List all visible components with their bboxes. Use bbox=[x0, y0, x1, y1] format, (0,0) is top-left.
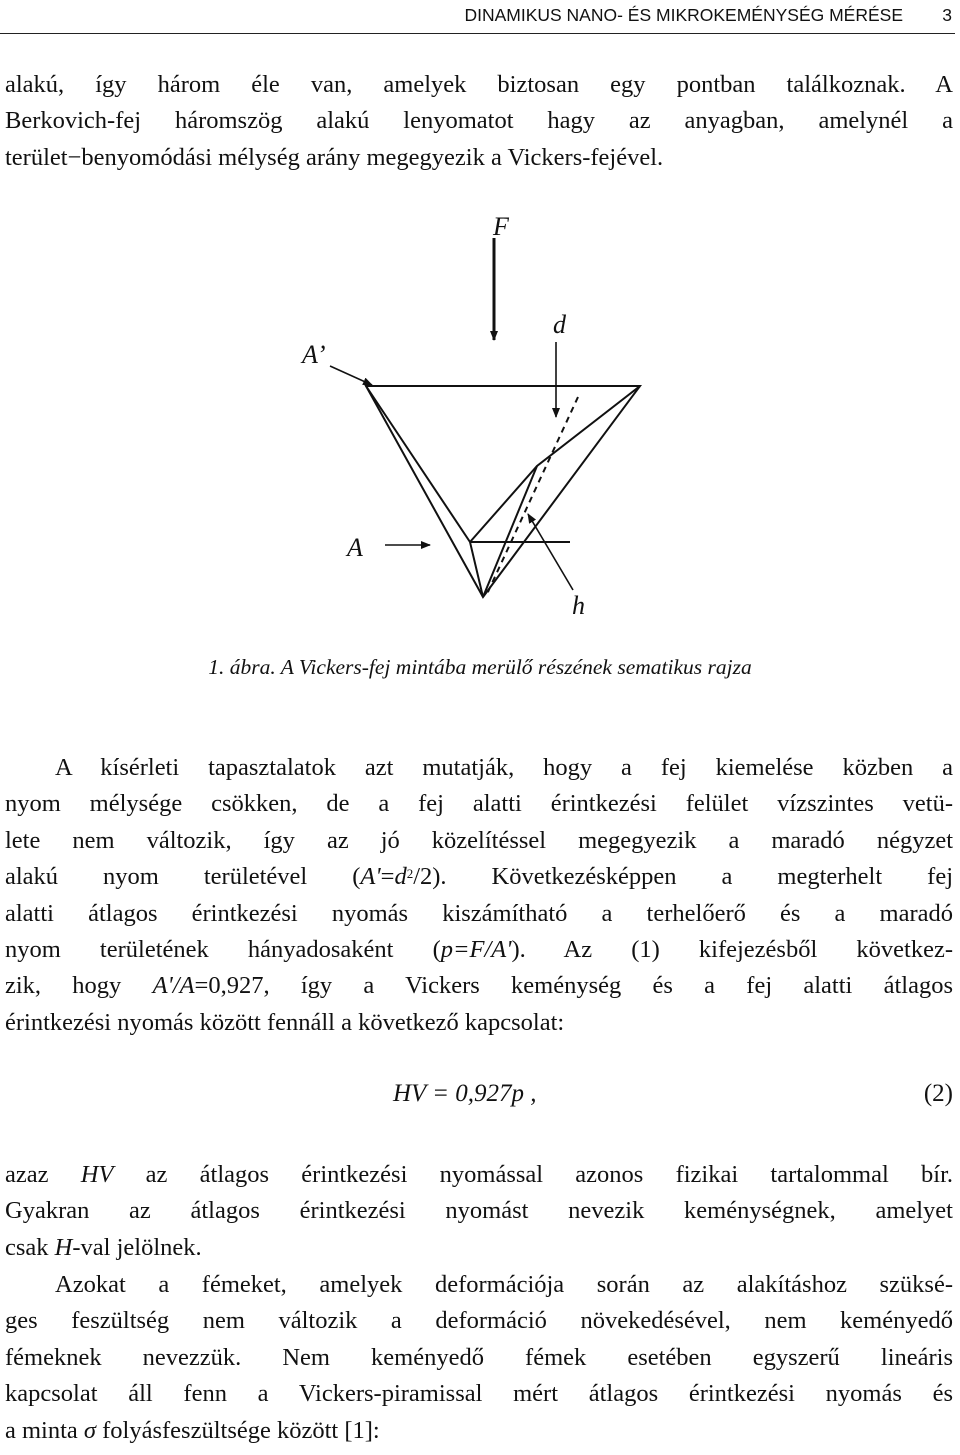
vickers-diagram bbox=[0, 200, 960, 645]
paragraph-line: nyom mélysége csökken, de a fej alatti érintkezési felület vízszintes vetü- bbox=[5, 790, 953, 818]
diagonal-d-dashed bbox=[487, 397, 578, 594]
paragraph-line: alatti átlagos érintkezési nyomás kiszámítható a terhelőerő és a maradó bbox=[5, 899, 953, 927]
paragraph-line: ges feszültség nem változik a deformáció növekedésével, nem keményedő bbox=[5, 1307, 953, 1335]
pyramid-back-edge bbox=[483, 466, 537, 597]
label-h: h bbox=[572, 591, 585, 620]
label-d: d bbox=[553, 310, 566, 339]
paragraph-line: lete nem változik, így az jó közelítéssel megegyezik a maradó négyzet bbox=[5, 826, 953, 854]
equation-number: (2) bbox=[923, 1080, 953, 1107]
paragraph-line: csak H-val jelölnek. bbox=[5, 1233, 202, 1261]
intro-line: alakú, így három éle van, amelyek biztosan egy pontban találkoznak. A bbox=[5, 71, 953, 98]
pyramid-outline bbox=[366, 386, 640, 597]
label-a: A bbox=[347, 533, 363, 562]
paragraph-line: zik, hogy A'/A=0,927, így a Vickers keménység és a fej alatti átlagos bbox=[5, 972, 953, 1000]
intro-line: terület−benyomódási mélység arány megegyezik a Vickers-fejével. bbox=[5, 143, 664, 171]
paragraph-contact bbox=[5, 750, 953, 1041]
intro-paragraph bbox=[5, 67, 953, 176]
paragraph-line: a minta σ folyásfeszültsége között [1]: bbox=[5, 1416, 380, 1444]
paragraph-line: Gyakran az átlagos érintkezési nyomást nevezik keménységnek, amelyet bbox=[5, 1197, 953, 1225]
paragraph-line: érintkezési nyomás között fennáll a következő kapcsolat: bbox=[5, 1008, 565, 1036]
paragraph-line: fémeknek nevezzük. Nem keményedő fémek esetében egyszerű lineáris bbox=[5, 1343, 953, 1371]
paragraph-hv bbox=[5, 1157, 953, 1266]
a-prime-arrow bbox=[330, 366, 372, 385]
sigma-symbol: σ bbox=[83, 1416, 97, 1444]
h-arrow bbox=[528, 514, 573, 590]
paragraph-line: nyom területének hányadosaként (p=F/A'). Az (1) kifejezésből következ- bbox=[5, 936, 953, 964]
equation-hv: HV = 0,927p , bbox=[393, 1080, 537, 1107]
paragraph-line: azaz HV az átlagos érintkezési nyomással azonos fizikai tartalommal bír. bbox=[5, 1161, 953, 1188]
paragraph-line: Azokat a fémeket, amelyek deformációja során az alakításhoz szüksé- bbox=[55, 1271, 953, 1298]
running-header-title: DINAMIKUS NANO- ÉS MIKROKEMÉNYSÉG MÉRÉSE bbox=[464, 5, 903, 25]
figure-caption: 1. ábra. A Vickers-fej mintába merülő részének sematikus rajza bbox=[208, 655, 752, 679]
running-header bbox=[0, 3, 955, 34]
paragraph-line: A kísérleti tapasztalatok azt mutatják, hogy a fej kiemelése közben a bbox=[55, 754, 953, 781]
label-force: F bbox=[493, 212, 509, 241]
paragraph-metals bbox=[5, 1267, 953, 1449]
pyramid-inner-edge bbox=[470, 386, 640, 542]
intro-line: Berkovich-fej háromszög alakú lenyomatot hagy az anyagban, amelynél a bbox=[5, 107, 953, 135]
label-a-prime: A’ bbox=[302, 340, 326, 369]
paragraph-line: alakú nyom területével $(A'=d^2/2)$. Következésképpen a megterhelt fej bbox=[5, 863, 954, 891]
vickers-figure bbox=[0, 200, 960, 645]
paragraph-line: kapcsolat áll fenn a Vickers-piramissal mért átlagos érintkezési nyomás és bbox=[5, 1380, 953, 1408]
page-number: 3 bbox=[942, 5, 952, 25]
